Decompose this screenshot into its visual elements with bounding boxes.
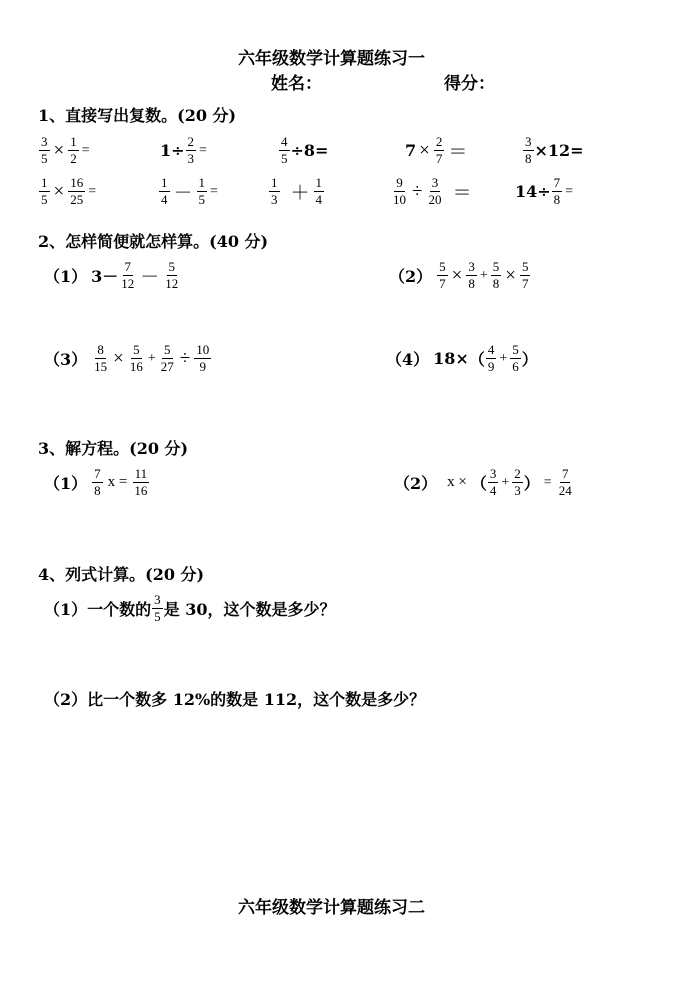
fraction: $\frac{2}{7}$ (435, 134, 443, 166)
s1-r1-item-5: $\frac{3}{8}$ ×12= (525, 134, 584, 166)
section-2-heading: 2、怎样简便就怎样算。(40 分) (38, 232, 269, 251)
fraction: $\frac{4}{9}$ (487, 342, 495, 374)
s3-equation-2: （2） x × （ $\frac{3}{4}$ + $\frac{2}{3}$ ） = $\frac{7}{24}$ (394, 466, 572, 498)
fraction: $\frac{9}{10}$ (393, 175, 406, 207)
fraction: $\frac{8}{15}$ (94, 342, 108, 374)
fraction: $\frac{7}{12}$ (121, 259, 135, 291)
fraction: $\frac{1}{4}$ (315, 175, 323, 207)
fraction: $\frac{2}{3}$ (187, 134, 195, 166)
fraction: $\frac{5}{16}$ (129, 342, 143, 374)
fraction: $\frac{10}{9}$ (196, 342, 210, 374)
fraction: $\frac{5}{7}$ (521, 259, 529, 291)
s1-r1-item-3: $\frac{4}{5}$ ÷8= (281, 134, 329, 166)
fraction: $\frac{5}{8}$ (492, 259, 500, 291)
fraction: $\frac{16}{25}$ (70, 175, 84, 207)
s3-equation-1: （1） $\frac{7}{8}$ x = $\frac{11}{16}$ (44, 466, 148, 498)
page-title-2: 六年级数学计算题练习二 (238, 898, 425, 918)
s4-question-1: （1）一个数的 $\frac{3}{5}$ 是 30，这个数是多少？ (44, 592, 336, 624)
fraction: $\frac{1}{4}$ (161, 175, 168, 207)
name-label: 姓名： (271, 74, 322, 94)
fraction: $\frac{1}{3}$ (271, 175, 278, 207)
s1-r1-item-1: $\frac{3}{5}$ × $\frac{1}{2}$ = (41, 134, 90, 166)
page-title: 六年级数学计算题练习一 (238, 49, 425, 69)
fraction: $\frac{5}{12}$ (165, 259, 179, 291)
s1-r2-item-4: $\frac{9}{10}$ ÷ $\frac{3}{20}$ ＝ (393, 175, 472, 207)
s1-r1-item-2: 1÷ $\frac{2}{3}$ = (160, 134, 207, 166)
fraction: $\frac{4}{5}$ (281, 134, 288, 166)
fraction: $\frac{5}{27}$ (160, 342, 174, 374)
fraction: $\frac{1}{2}$ (70, 134, 77, 166)
fraction: $\frac{1}{5}$ (198, 175, 206, 207)
fraction: $\frac{3}{4}$ (489, 466, 497, 498)
section-1-heading: 1、直接写出复数。(20 分) (38, 106, 237, 125)
fraction: $\frac{3}{8}$ (468, 259, 475, 291)
fraction: $\frac{3}{5}$ (41, 134, 48, 166)
s1-r2-item-2: $\frac{1}{4}$ － $\frac{1}{5}$ = (161, 175, 218, 207)
s1-r1-item-4: 7 × $\frac{2}{7}$ ＝ (405, 134, 468, 166)
section-4-heading: 4、列式计算。(20 分) (38, 565, 205, 584)
score-label: 得分： (444, 74, 495, 94)
s2-problem-2: （2） $\frac{5}{7}$ × $\frac{3}{8}$ + $\frac{5}{8}$ × $\frac{5}{7}$ (389, 259, 529, 291)
s4-question-2: （2）比一个数多 12%的数是 112，这个数是多少？ (44, 690, 426, 709)
fraction: $\frac{1}{5}$ (41, 175, 48, 207)
fraction: $\frac{2}{3}$ (514, 466, 521, 498)
fraction: $\frac{7}{8}$ (94, 466, 101, 498)
fraction: $\frac{11}{16}$ (134, 466, 148, 498)
fraction: $\frac{3}{20}$ (428, 175, 442, 207)
fraction: $\frac{7}{8}$ (553, 175, 561, 207)
fraction: $\frac{5}{6}$ (512, 342, 519, 374)
s2-problem-1: （1） 3－ $\frac{7}{12}$ － $\frac{5}{12}$ (44, 259, 179, 291)
fraction: $\frac{3}{5}$ (154, 592, 161, 624)
fraction: $\frac{7}{24}$ (558, 466, 572, 498)
s2-problem-3: （3） $\frac{8}{15}$ × $\frac{5}{16}$ + $\frac{5}{27}$ ÷ $\frac{10}{9}$ (44, 342, 210, 374)
s2-problem-4: （4） 18× （ $\frac{4}{9}$ + $\frac{5}{6}$ ） (386, 342, 538, 374)
s1-r2-item-1: $\frac{1}{5}$ × $\frac{16}{25}$ = (41, 175, 97, 207)
fraction: $\frac{3}{8}$ (525, 134, 532, 166)
s1-r2-item-3: $\frac{1}{3}$ ＋ $\frac{1}{4}$ (271, 175, 323, 207)
section-3-heading: 3、解方程。(20 分) (38, 439, 189, 458)
fraction: $\frac{5}{7}$ (439, 259, 446, 291)
s1-r2-item-5: 14÷ $\frac{7}{8}$ = (515, 175, 574, 207)
